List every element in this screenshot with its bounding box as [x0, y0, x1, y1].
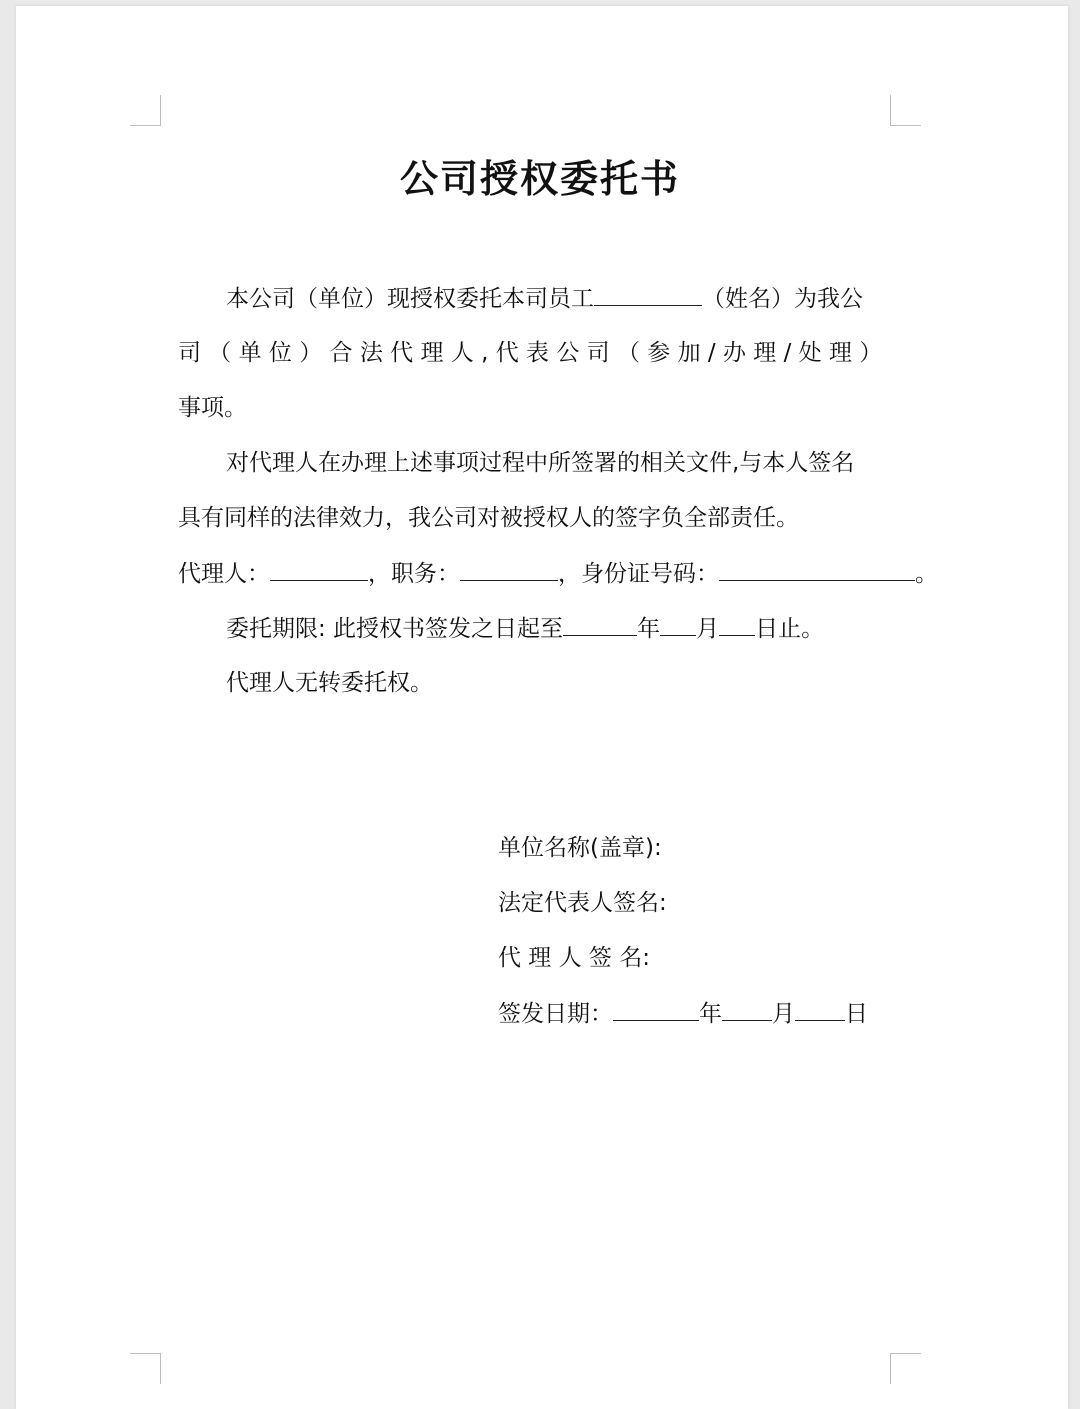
agent-sign-line — [498, 943, 650, 973]
paragraph-2-text-a: 对代理人在办理上述事项过程中所签署的相关文件,与本人签名 — [226, 450, 855, 476]
employee-name-blank[interactable] — [594, 283, 702, 306]
term-year-label: 年 — [637, 616, 661, 642]
paragraph-1-line-2 — [178, 338, 903, 368]
issue-day-label: 日 — [845, 1001, 868, 1027]
term-month-blank[interactable] — [660, 613, 696, 636]
paragraph-1-text-b: （姓名）为我公 — [702, 286, 863, 312]
agent-line-end: 。 — [915, 561, 938, 587]
paragraph-2-text-b: 具有同样的法律效力，我公司对被授权人的签字负全部责任。 — [178, 505, 799, 531]
paragraph-1-line-1 — [226, 283, 863, 314]
issue-date-label: 签发日期： — [498, 1001, 613, 1027]
no-subdelegation-line — [226, 668, 433, 698]
legal-rep-line — [498, 888, 667, 918]
agent-name-blank[interactable] — [270, 558, 368, 581]
document-title: 公司授权委托书 — [399, 157, 680, 201]
term-line — [226, 613, 824, 644]
paragraph-1-text-d: 事项。 — [178, 395, 247, 421]
term-day-blank[interactable] — [719, 613, 755, 636]
paragraph-1-text-a: 本公司（单位）现授权委托本司员工 — [226, 286, 594, 312]
no-subdelegation-text: 代理人无转委托权。 — [226, 670, 433, 696]
agent-sign-label: 代 理 人 签 名: — [498, 945, 650, 971]
term-day-label: 日止。 — [755, 616, 825, 642]
agent-info-line — [178, 558, 938, 589]
paragraph-1-text-c: 司 （ 单 位 ） 合 法 代 理 人 , 代 表 公 司 （ 参 加 / 办 理 / 处 理 ） — [178, 340, 883, 366]
unit-name-line — [498, 833, 662, 863]
issue-day-blank[interactable] — [795, 998, 845, 1021]
term-year-blank[interactable] — [563, 613, 637, 636]
term-month-label: 月 — [696, 616, 720, 642]
paragraph-1-line-3 — [178, 393, 247, 423]
issue-year-label: 年 — [699, 1001, 722, 1027]
paragraph-2-line-2 — [178, 503, 799, 533]
position-blank[interactable] — [460, 558, 558, 581]
issue-month-blank[interactable] — [722, 998, 772, 1021]
position-label: ，职务： — [368, 561, 460, 587]
unit-name-label: 单位名称(盖章): — [498, 835, 662, 861]
paragraph-2-line-1 — [226, 448, 854, 478]
issue-month-label: 月 — [772, 1001, 795, 1027]
id-number-label: ，身份证号码： — [558, 561, 719, 587]
legal-rep-label: 法定代表人签名: — [498, 890, 667, 916]
id-number-blank[interactable] — [719, 558, 915, 581]
term-label: 委托期限: 此授权书签发之日起至 — [226, 616, 564, 642]
issue-year-blank[interactable] — [613, 998, 699, 1021]
issue-date-line — [498, 998, 868, 1029]
agent-label: 代理人： — [178, 561, 270, 587]
